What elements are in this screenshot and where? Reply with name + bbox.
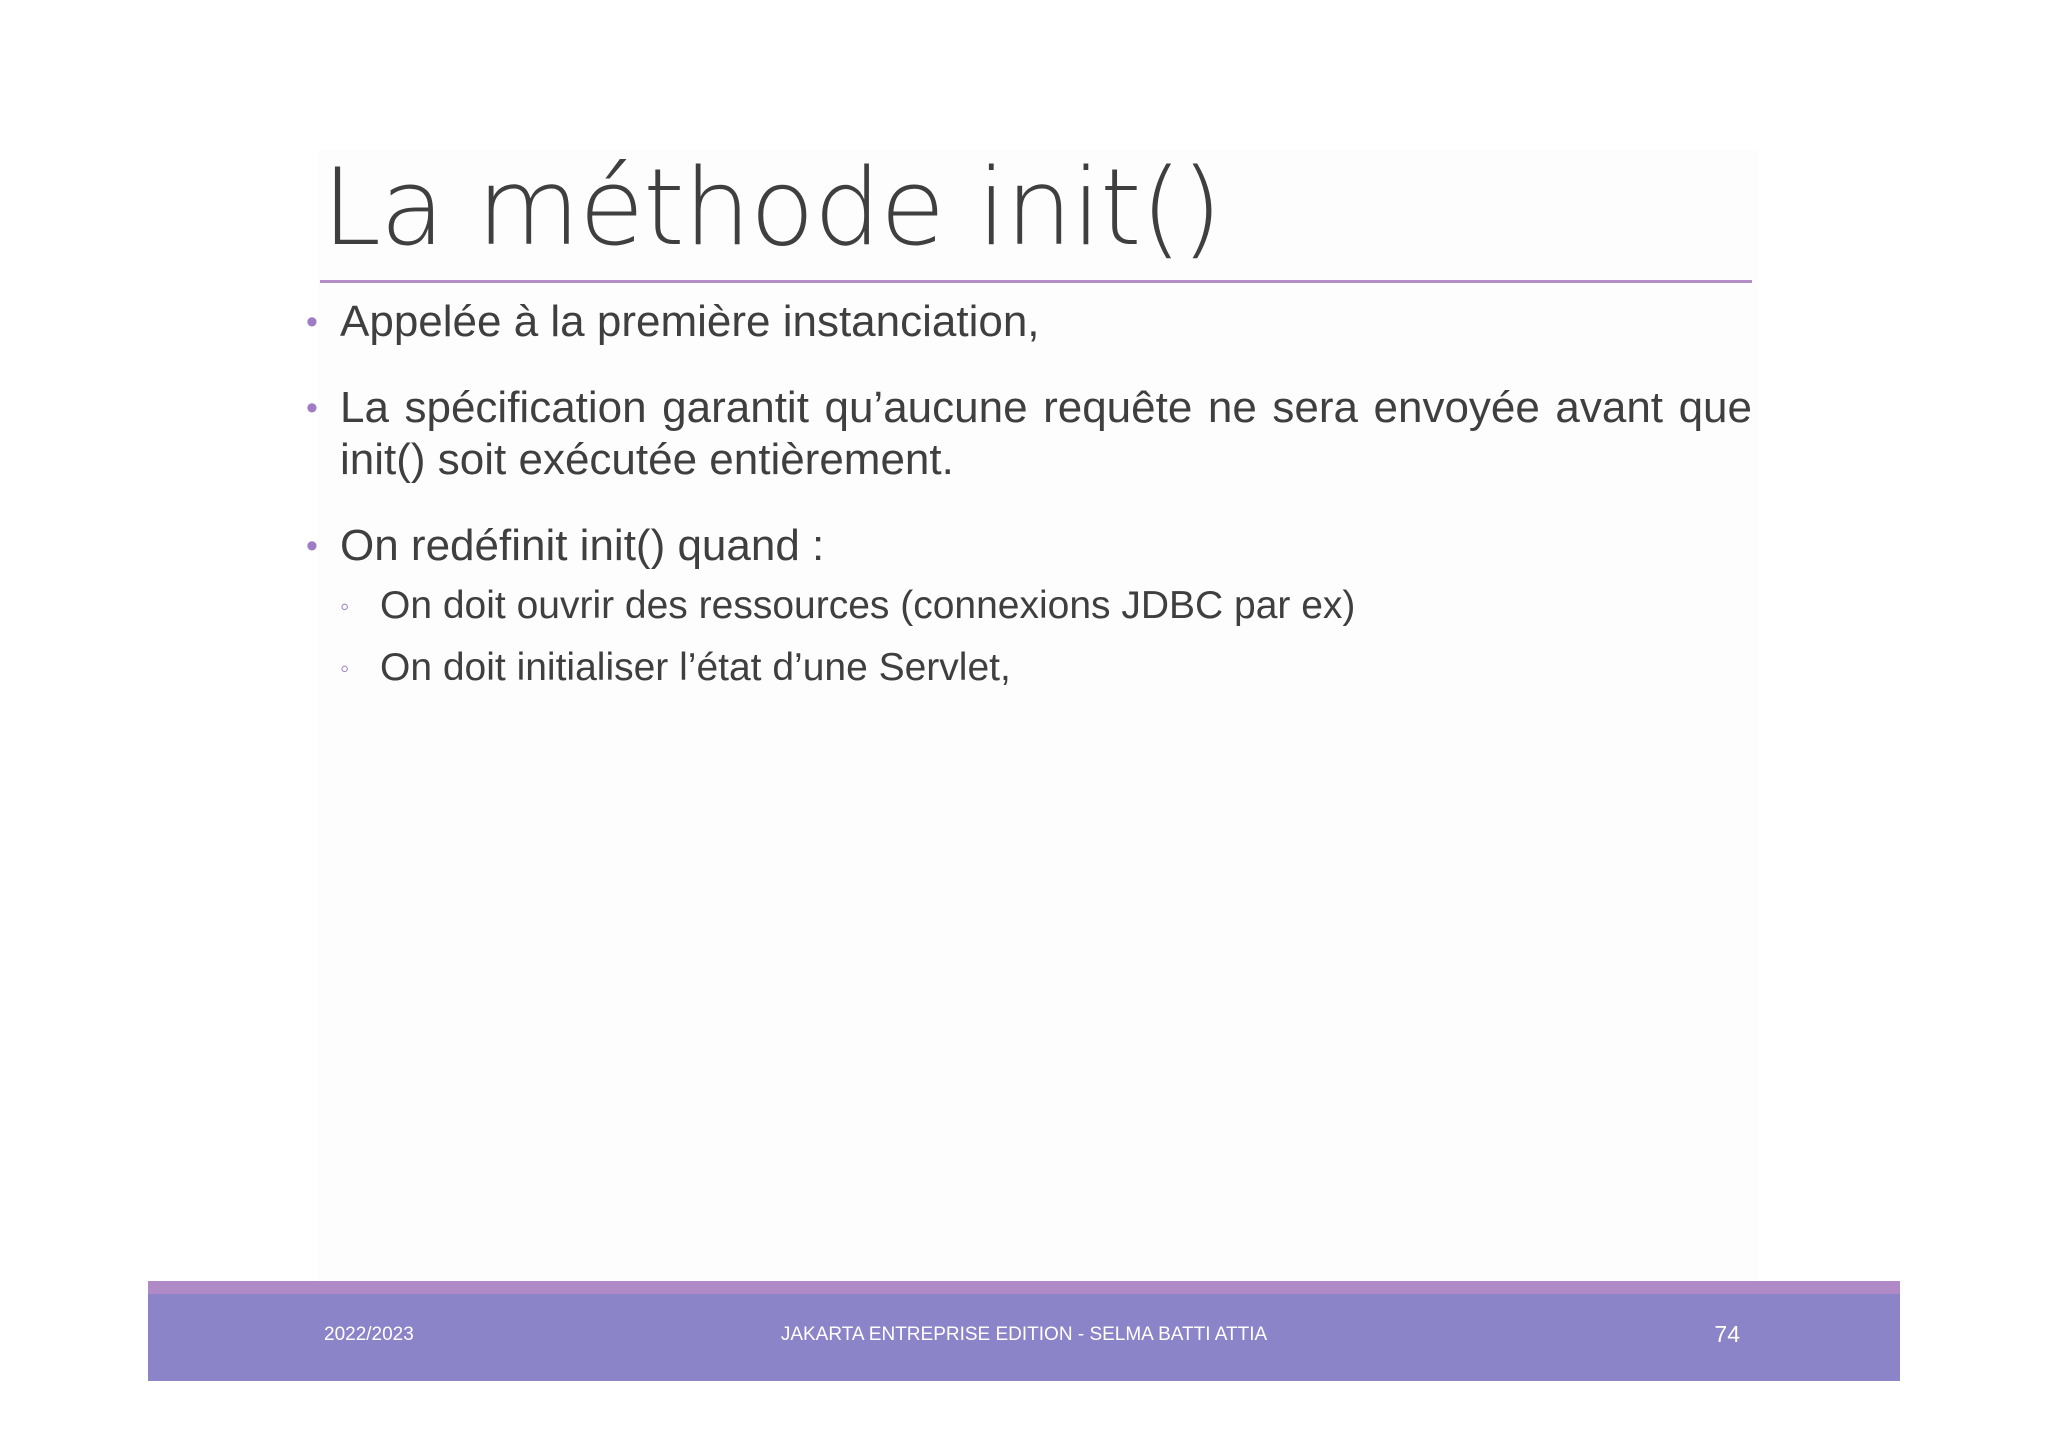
sub-bullet-circle-icon: ◦ [340,591,350,621]
slide-footer [148,1294,1900,1381]
sub-bullet-item-init-state [340,644,1752,692]
title-underline [320,280,1752,283]
footer-accent-stripe [148,1281,1900,1294]
sub-bullet-item-open-resources [340,582,1752,630]
bullet-text: Appelée à la première instanciation, [340,297,1040,346]
footer-page-number: 74 [1714,1321,1740,1347]
bullet-list [306,296,1752,726]
bullet-dot-icon: • [306,527,318,565]
bullet-text: La spécification garantit qu’aucune requête ne sera envoyée avant que init() soit exécutée entièrement. [340,383,1752,484]
bullet-item-first-instantiation [306,296,1752,348]
slide-title: La méthode init() [322,146,1222,269]
bullet-text: On redéfinit init() quand : [340,521,825,570]
sub-bullet-list [340,582,1752,692]
bullet-item-redefine-init [306,520,1752,692]
bullet-item-specification [306,382,1752,486]
sub-bullet-text: On doit ouvrir des ressources (connexions JDBC par ex) [380,584,1356,627]
bullet-dot-icon: • [306,389,318,427]
footer-date: 2022/2023 [324,1324,414,1345]
footer-course-title: JAKARTA ENTREPRISE EDITION - SELMA BATTI ATTIA [780,1324,1268,1345]
sub-bullet-circle-icon: ◦ [340,653,350,683]
bullet-dot-icon: • [306,303,318,341]
sub-bullet-text: On doit initialiser l’état d’une Servlet, [380,646,1011,689]
